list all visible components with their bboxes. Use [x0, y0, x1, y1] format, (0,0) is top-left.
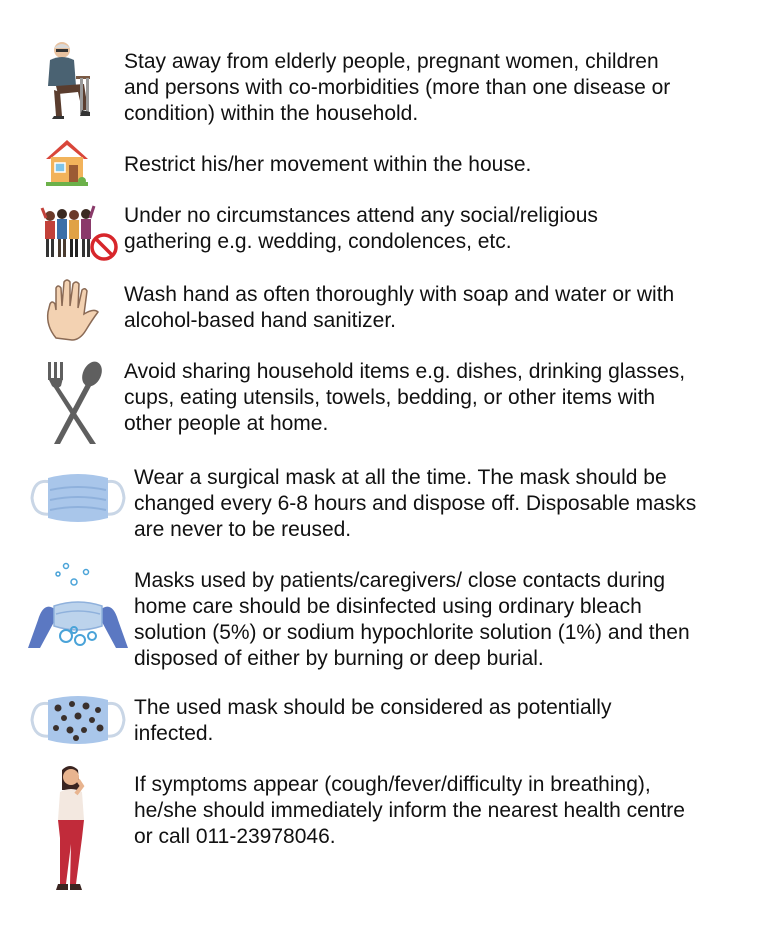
surgical-mask-icon — [28, 468, 128, 528]
infected-mask-icon — [28, 690, 128, 750]
mask-washing-icon — [26, 560, 130, 652]
guideline-text: Restrict his/her movement within the house. — [124, 153, 532, 176]
guideline-text: Stay away from elderly people, pregnant women, children and persons with co-morbidities (more than one disease or condition) within the household. — [124, 50, 671, 125]
guideline-text: Wash hand as often thoroughly with soap and water or with alcohol-based hand sanitizer. — [124, 283, 675, 332]
guideline-text: Wear a surgical mask at all the time. The mask should be changed every 6-8 hours and dispose off. Disposable masks are never to be reused. — [134, 466, 697, 541]
guideline-text: If symptoms appear (cough/fever/difficulty in breathing), he/she should immediately inform the nearest health centre or call 011-23978046. — [134, 773, 685, 848]
guideline-text: Under no circumstances attend any social/religious gathering e.g. wedding, condolences, etc. — [124, 204, 598, 253]
no-gathering-icon — [36, 204, 120, 262]
house-icon — [42, 137, 92, 187]
guideline-text: The used mask should be considered as potentially infected. — [134, 696, 612, 745]
coughing-woman-icon — [46, 764, 96, 896]
guideline-text: Avoid sharing household items e.g. dishes, drinking glasses, cups, eating utensils, towels, bedding, or other items with other people at home. — [124, 360, 686, 435]
guideline-text: Masks used by patients/caregivers/ close contacts during home care should be disinfected using ordinary bleach solution (5%) or sodium hypochlorite solution (1%) and then disposed of either by burning or deep burial. — [134, 569, 690, 670]
hand-icon — [42, 278, 102, 342]
elderly-person-icon — [40, 40, 100, 120]
fork-spoon-icon — [46, 360, 106, 446]
